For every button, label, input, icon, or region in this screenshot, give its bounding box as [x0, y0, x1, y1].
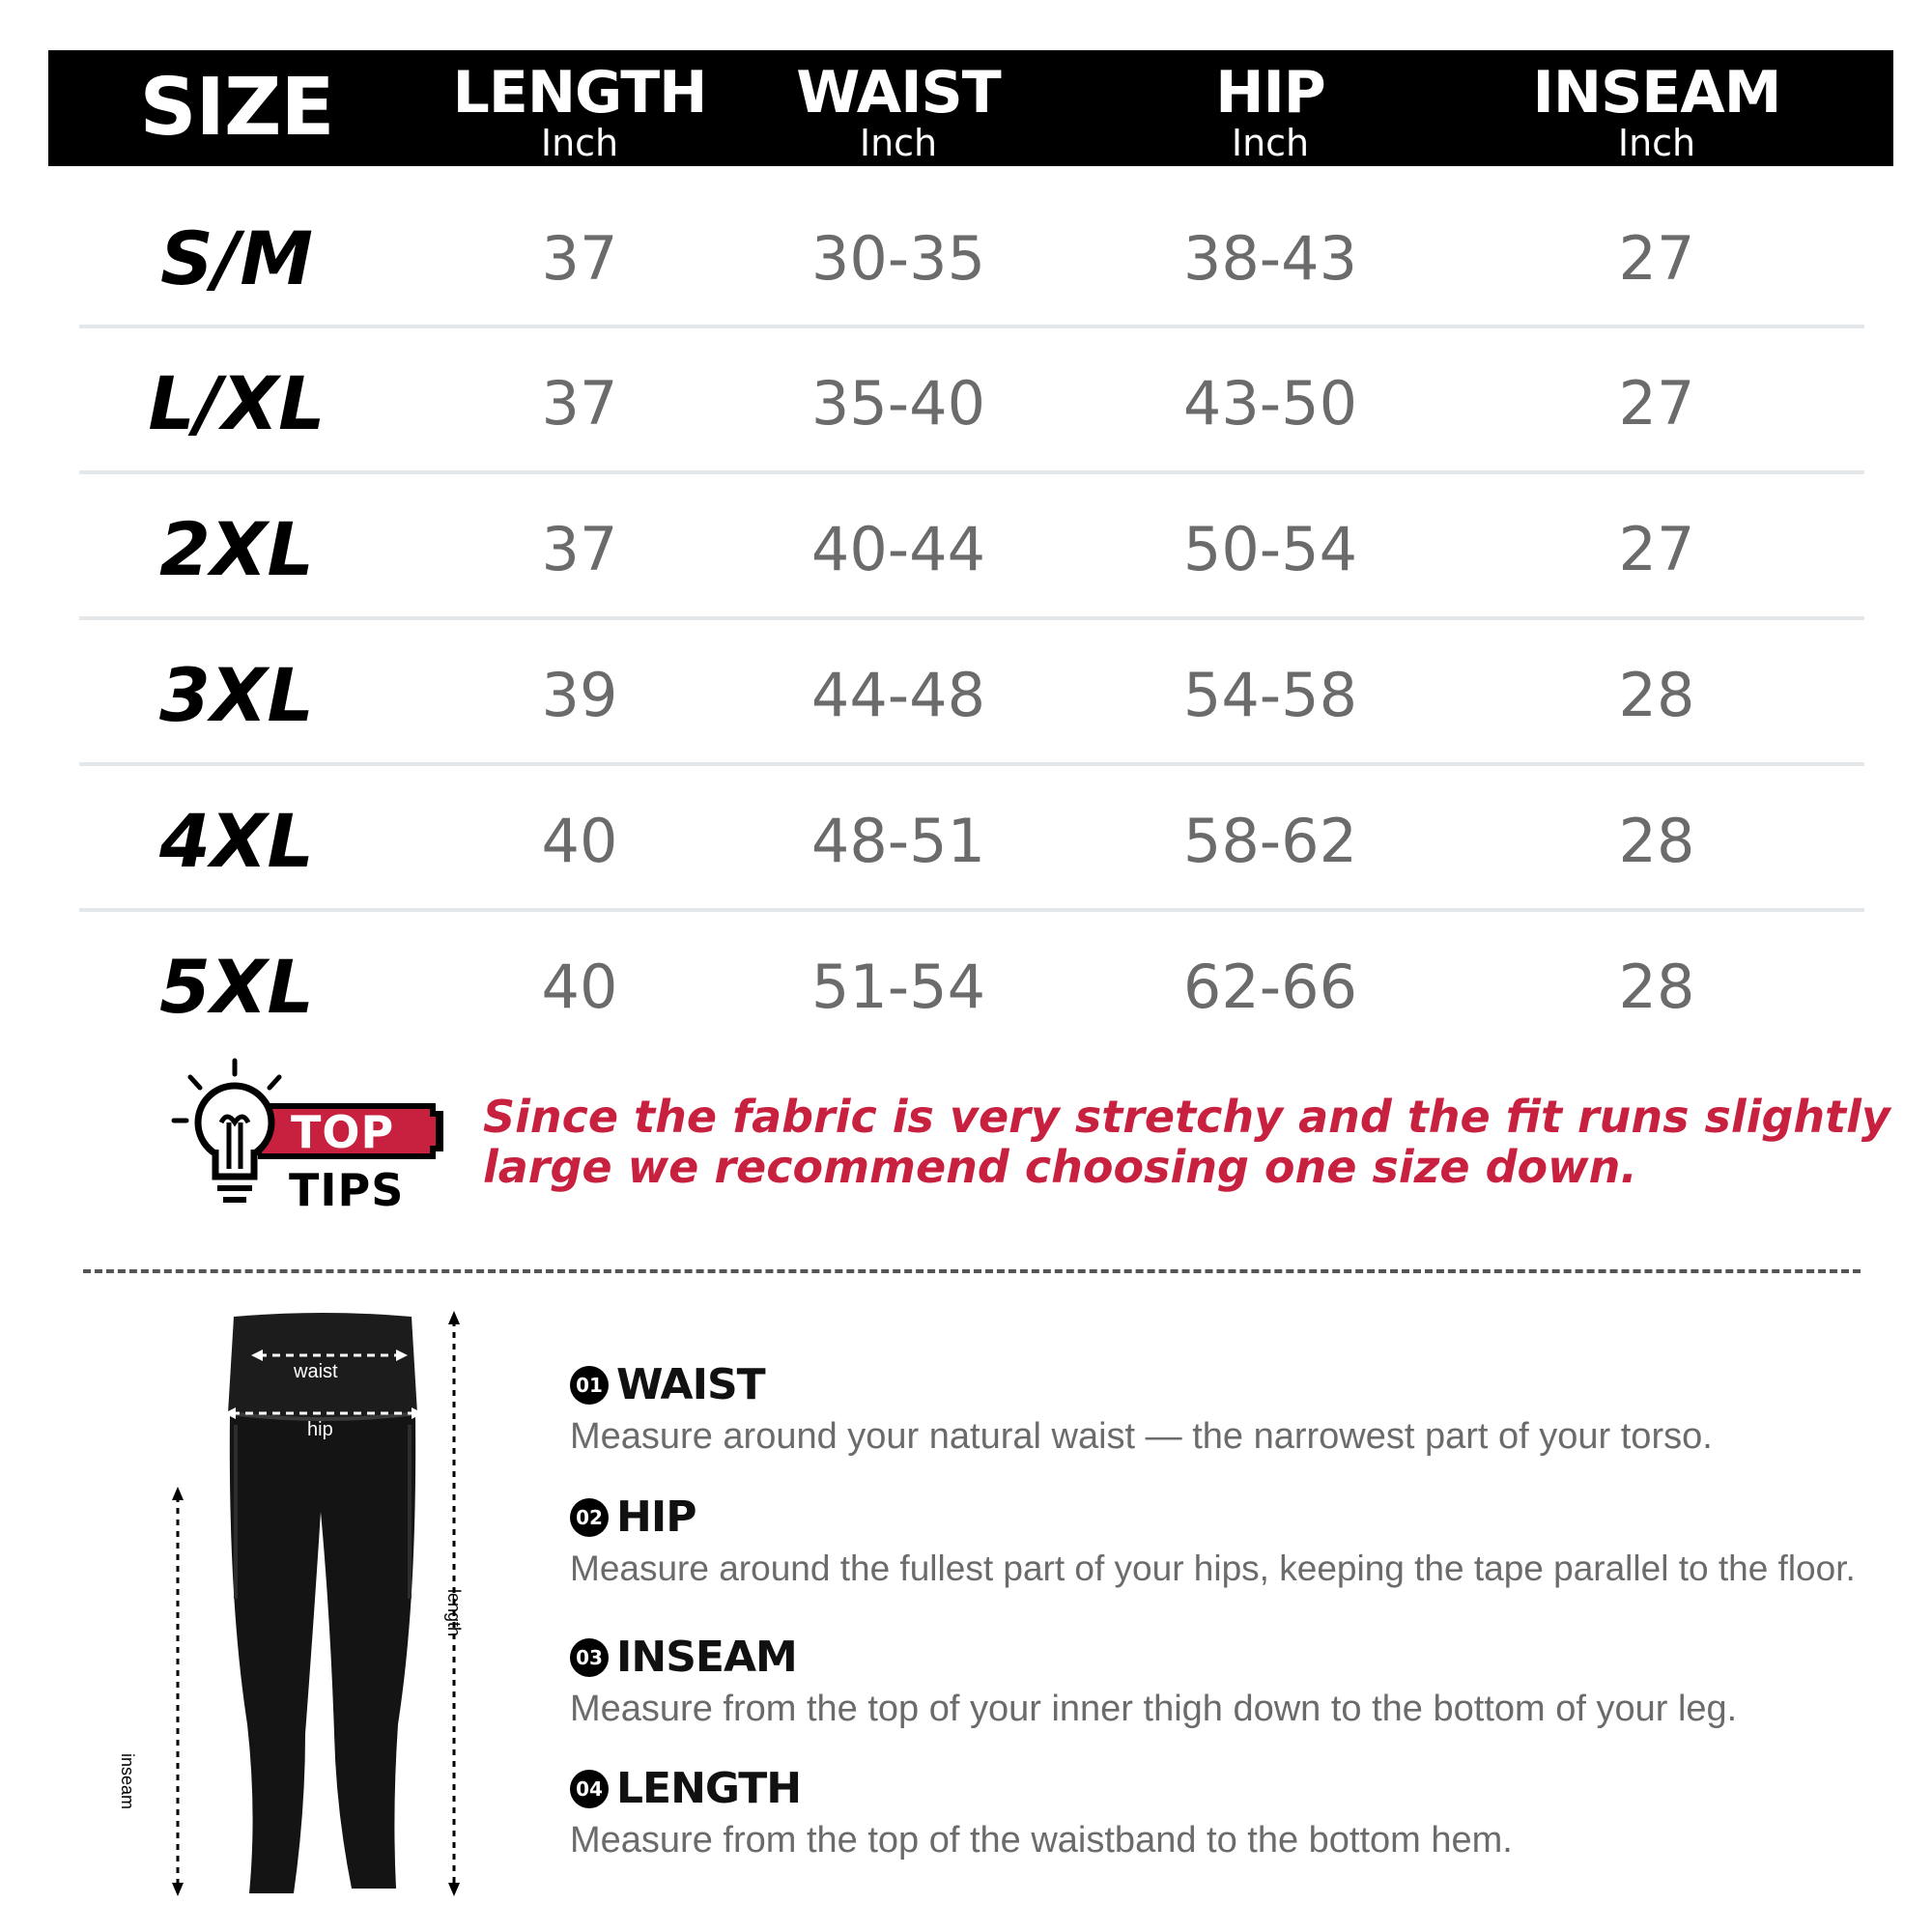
guide-description: Measure around your natural waist — the narrowest part of your torso.: [570, 1416, 1713, 1457]
row-divider: [79, 908, 1864, 912]
leggings-illustration: [116, 1309, 522, 1908]
size-label: 2XL: [159, 506, 314, 592]
length-value: 37: [541, 223, 618, 294]
length-label: length: [444, 1589, 464, 1637]
inseam-value: 28: [1618, 806, 1695, 876]
length-value: 39: [541, 660, 618, 730]
table-row: [0, 623, 1932, 768]
waist-value: 30-35: [810, 223, 986, 294]
inseam-value: 27: [1618, 514, 1695, 584]
waist-value: 44-48: [810, 660, 986, 730]
header-waist: WAIST Inch: [796, 59, 1001, 164]
hip-label: hip: [307, 1419, 333, 1440]
guide-title: HIP: [616, 1492, 696, 1542]
size-label: 4XL: [159, 798, 314, 884]
row-divider: [79, 470, 1864, 474]
table-row: [0, 331, 1932, 476]
inseam-value: 28: [1618, 660, 1695, 730]
inseam-value: 27: [1618, 368, 1695, 439]
section-divider: [83, 1269, 1861, 1273]
row-divider: [79, 616, 1864, 620]
guide-title: INSEAM: [616, 1633, 797, 1682]
guide-item-waist: [570, 1360, 1922, 1459]
size-table-header: [48, 50, 1893, 166]
tips-line-1: Since the fabric is very stretchy and the fit runs slightly: [483, 1091, 1890, 1143]
waist-value: 40-44: [810, 514, 986, 584]
inseam-label: inseam: [118, 1753, 137, 1810]
hip-value: 54-58: [1182, 660, 1358, 730]
guide-title: LENGTH: [616, 1764, 802, 1813]
top-tips-badge: [169, 1053, 459, 1222]
size-label: L/XL: [148, 360, 326, 446]
size-label: 3XL: [159, 652, 314, 738]
waist-label: waist: [294, 1361, 338, 1382]
guide-description: Measure from the top of the waistband to the bottom hem.: [570, 1820, 1513, 1861]
guide-description: Measure from the top of your inner thigh down to the bottom of your leg.: [570, 1689, 1738, 1729]
hip-value: 50-54: [1182, 514, 1358, 584]
size-label: S/M: [159, 215, 314, 301]
length-value: 37: [541, 368, 618, 439]
tips-badge-top-label: TOP: [291, 1106, 395, 1158]
table-row: [0, 186, 1932, 331]
guide-description: Measure around the fullest part of your hips, keeping the tape parallel to the floor.: [570, 1548, 1856, 1588]
header-inseam: INSEAM Inch: [1532, 59, 1781, 164]
length-value: 37: [541, 514, 618, 584]
number-badge: 02: [570, 1498, 609, 1537]
guide-item-length: [570, 1764, 1922, 1862]
hip-value: 58-62: [1182, 806, 1358, 876]
table-row: [0, 477, 1932, 622]
number-badge: 01: [570, 1366, 609, 1405]
length-value: 40: [541, 806, 618, 876]
number-badge: 04: [570, 1770, 609, 1808]
waist-value: 51-54: [810, 952, 986, 1022]
number-badge: 03: [570, 1638, 609, 1677]
inseam-value: 27: [1618, 223, 1695, 294]
top-tips-text: [483, 1092, 1893, 1192]
hip-value: 62-66: [1182, 952, 1358, 1022]
header-hip: HIP Inch: [1215, 59, 1325, 164]
waist-value: 35-40: [810, 368, 986, 439]
guide-item-hip: [570, 1492, 1922, 1591]
guide-item-inseam: [570, 1633, 1922, 1731]
header-length: LENGTH Inch: [452, 59, 707, 164]
table-row: [0, 769, 1932, 914]
size-label: 5XL: [159, 944, 314, 1030]
row-divider: [79, 762, 1864, 766]
table-row: [0, 915, 1932, 1060]
row-divider: [79, 325, 1864, 328]
guide-title: WAIST: [616, 1360, 765, 1409]
tips-badge-bottom-label: TIPS: [289, 1164, 405, 1216]
tips-line-2: large we recommend choosing one size down.: [483, 1141, 1637, 1193]
waist-value: 48-51: [810, 806, 986, 876]
length-value: 40: [541, 952, 618, 1022]
hip-value: 43-50: [1182, 368, 1358, 439]
header-size: SIZE: [139, 62, 334, 154]
hip-value: 38-43: [1182, 223, 1358, 294]
inseam-value: 28: [1618, 952, 1695, 1022]
